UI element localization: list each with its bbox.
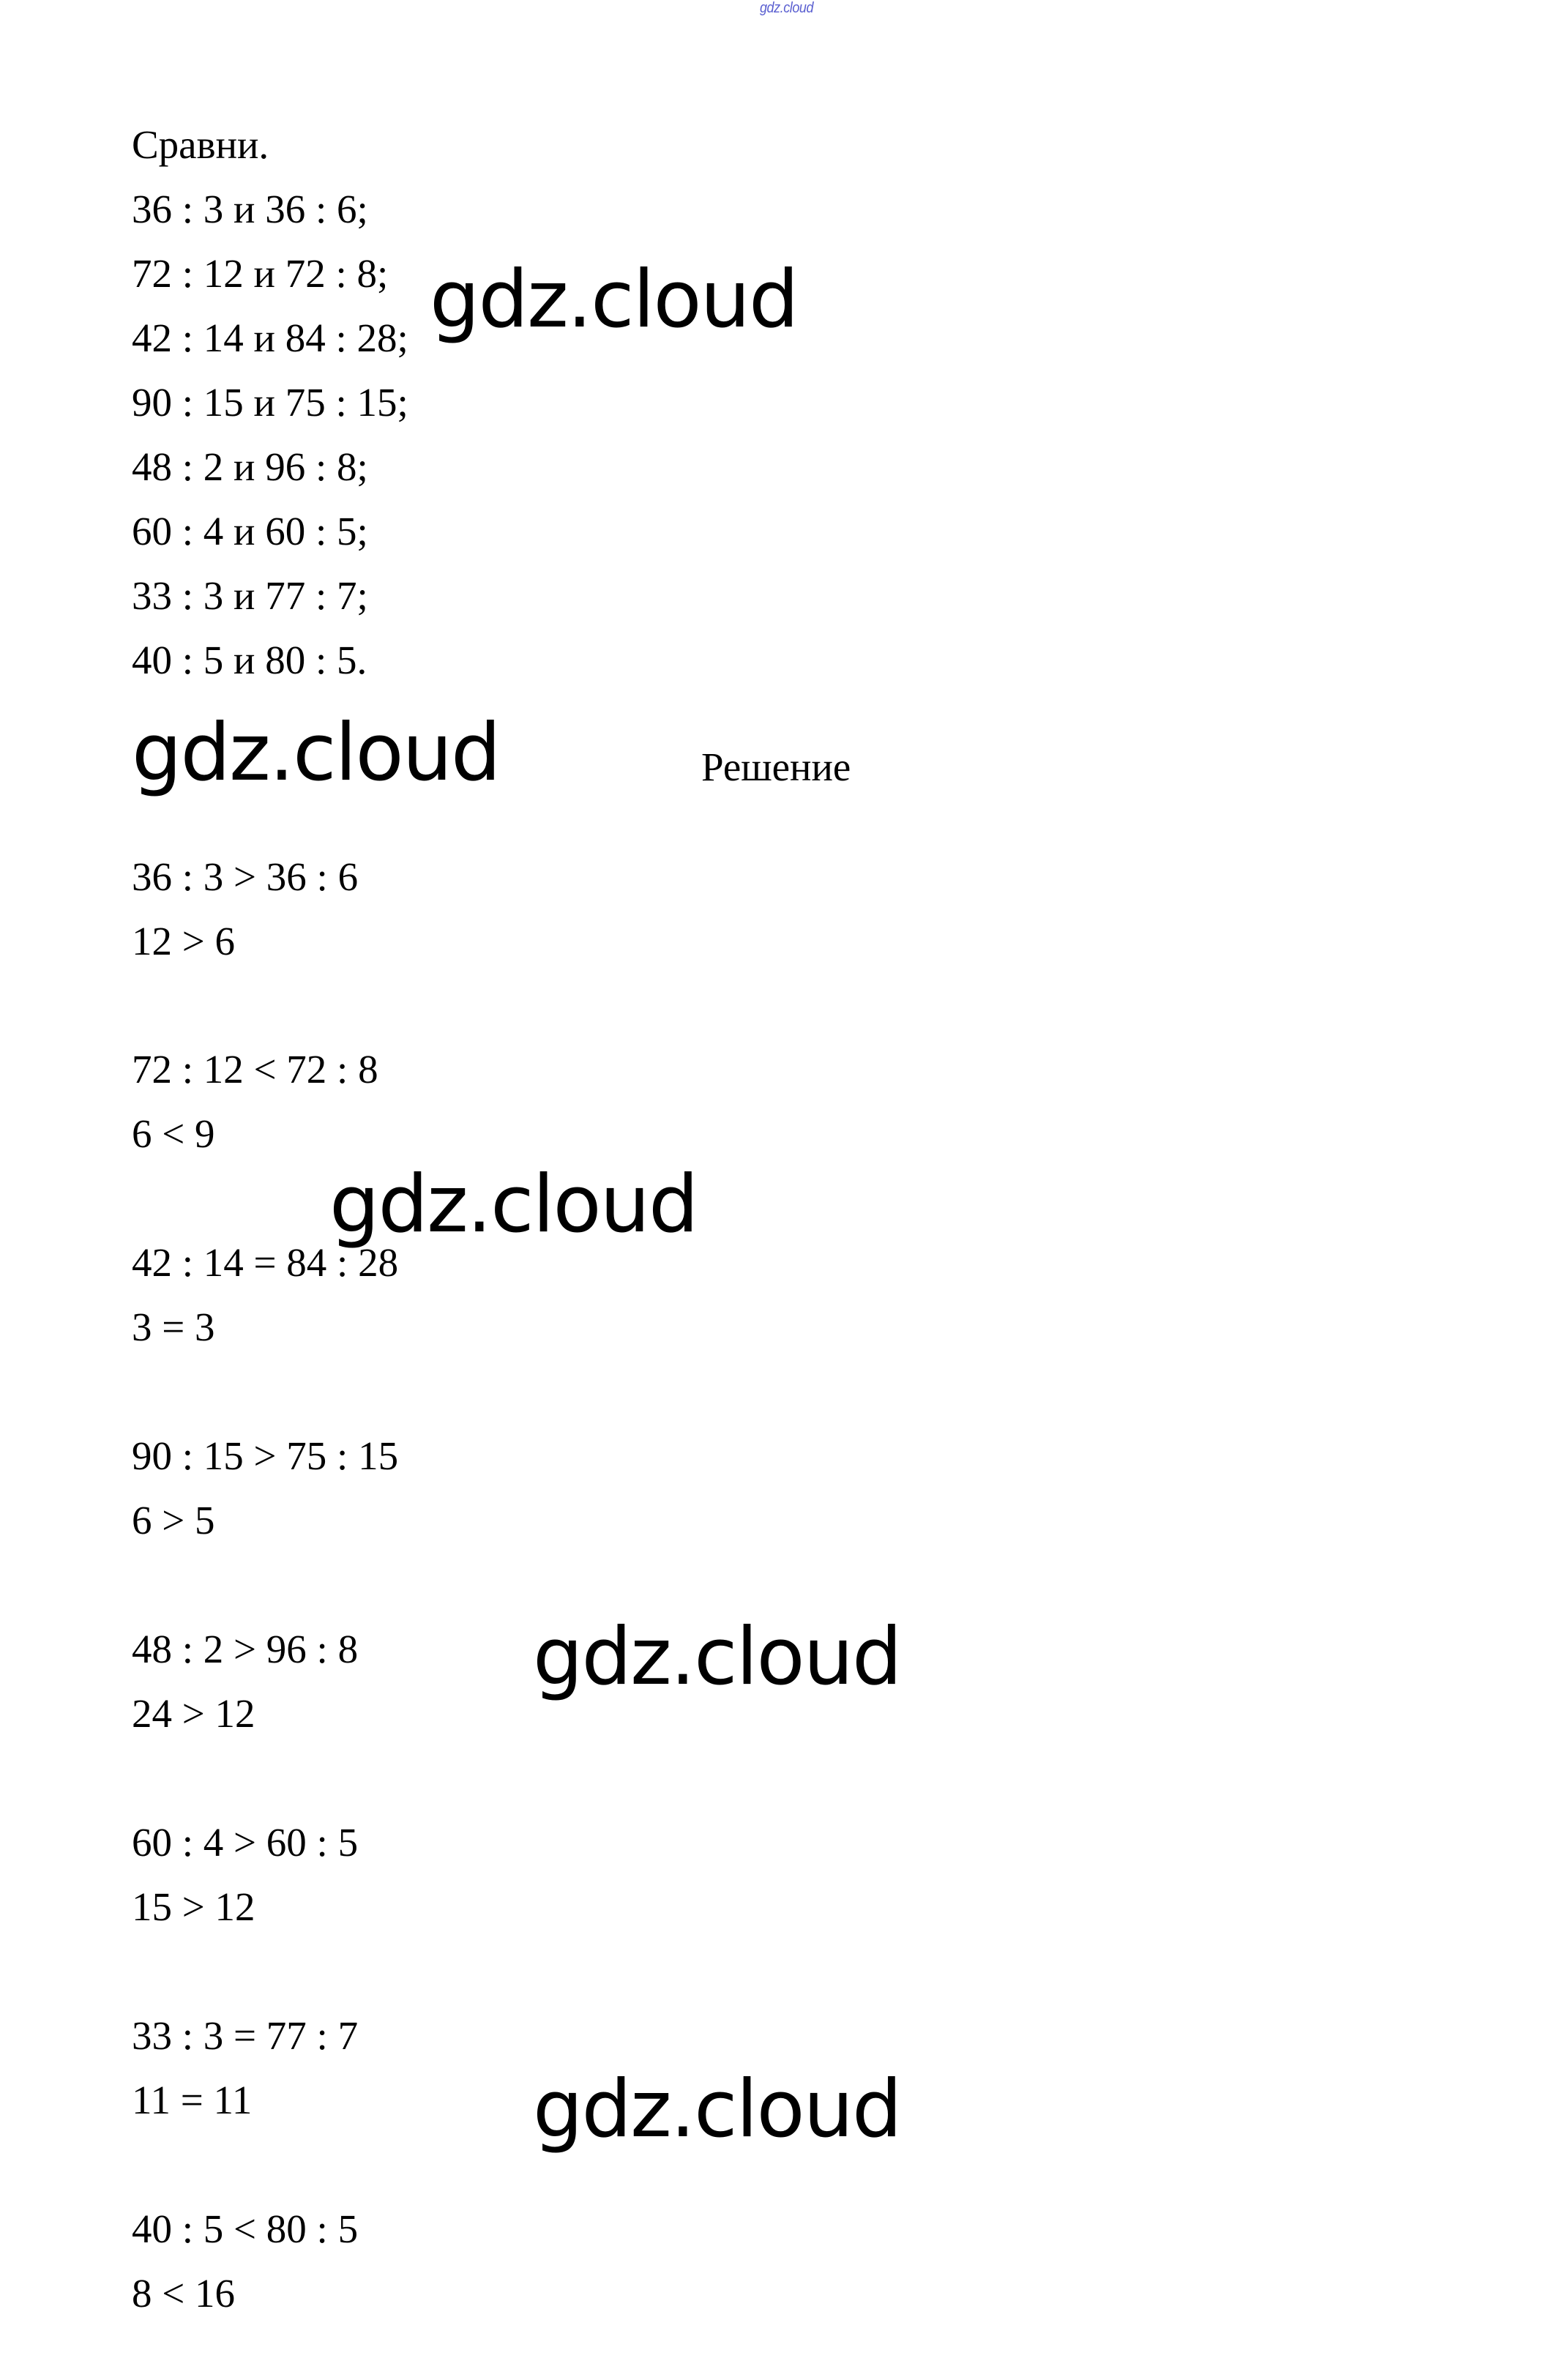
solution-result: 6 < 9	[132, 1111, 215, 1156]
task-item: 72 : 12 и 72 : 8;	[132, 251, 389, 296]
solution-result: 12 > 6	[132, 919, 236, 963]
solution-comparison: 60 : 4 > 60 : 5	[132, 1820, 359, 1865]
solution-comparison: 42 : 14 = 84 : 28	[132, 1240, 399, 1285]
solution-comparison: 90 : 15 > 75 : 15	[132, 1433, 399, 1478]
watermark: gdz.cloud	[533, 1611, 901, 1703]
solution-result: 6 > 5	[132, 1498, 215, 1542]
task-item: 42 : 14 и 84 : 28;	[132, 316, 408, 360]
solution-comparison: 40 : 5 < 80 : 5	[132, 2206, 359, 2251]
watermark: gdz.cloud	[329, 1159, 698, 1250]
task-title: Сравни.	[132, 122, 269, 167]
task-item: 90 : 15 и 75 : 15;	[132, 380, 408, 425]
watermark: gdz.cloud	[533, 2064, 901, 2155]
task-item: 60 : 4 и 60 : 5;	[132, 509, 368, 553]
task-item: 33 : 3 и 77 : 7;	[132, 573, 368, 618]
solution-comparison: 33 : 3 = 77 : 7	[132, 2013, 359, 2058]
solution-result: 15 > 12	[132, 1884, 255, 1929]
top-watermark: gdz.cloud	[760, 0, 814, 16]
solution-comparison: 36 : 3 > 36 : 6	[132, 854, 359, 899]
watermark: gdz.cloud	[430, 254, 798, 346]
watermark: gdz.cloud	[132, 707, 500, 799]
solution-comparison: 72 : 12 < 72 : 8	[132, 1047, 378, 1092]
solution-result: 24 > 12	[132, 1691, 255, 1736]
solution-heading: Решение	[701, 745, 851, 789]
solution-result: 3 = 3	[132, 1305, 215, 1349]
task-item: 40 : 5 и 80 : 5.	[132, 638, 367, 682]
solution-result: 11 = 11	[132, 2078, 253, 2122]
solution-result: 8 < 16	[132, 2271, 236, 2316]
solution-comparison: 48 : 2 > 96 : 8	[132, 1627, 359, 1671]
task-item: 48 : 2 и 96 : 8;	[132, 444, 368, 489]
task-item: 36 : 3 и 36 : 6;	[132, 187, 368, 231]
